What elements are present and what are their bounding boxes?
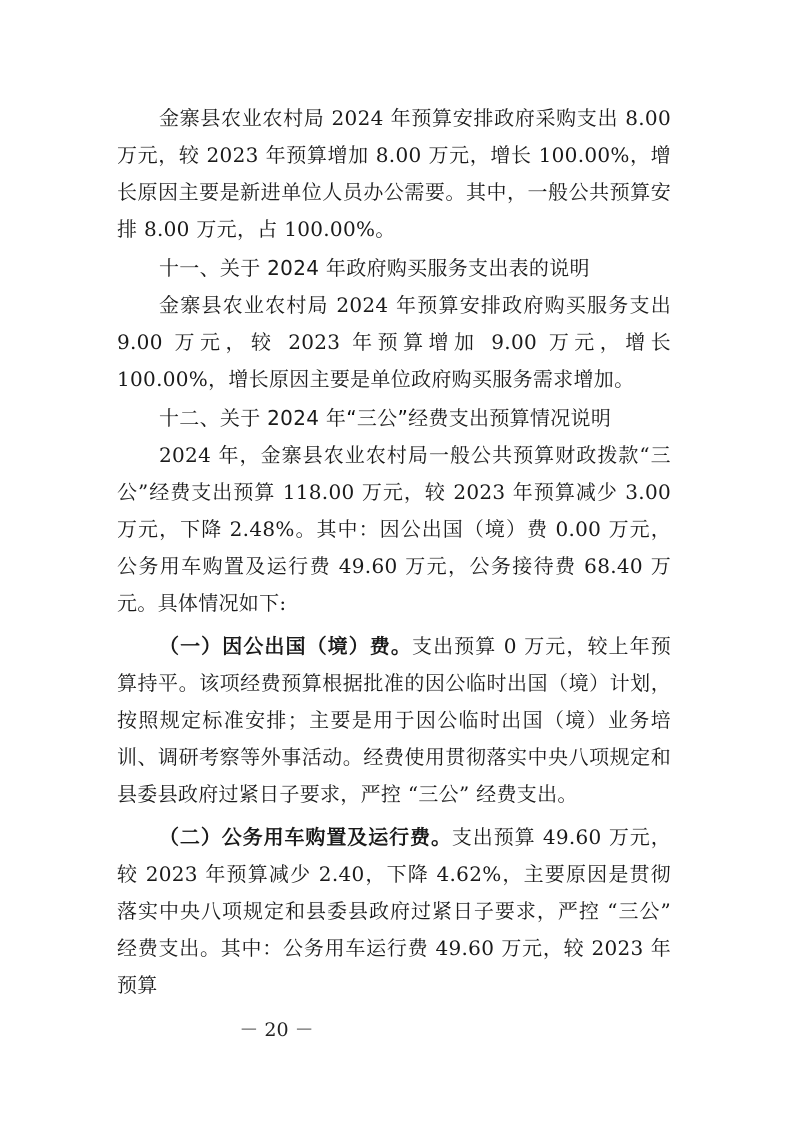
section-heading-12: 十二、关于 2024 年“三公”经费支出预算情况说明 [159, 406, 612, 430]
paragraph-overseas-travel [117, 628, 671, 813]
paragraph-overseas-travel-lead: （一）因公出国（境）费。 [159, 634, 412, 658]
page-number: － 20 － [239, 1019, 314, 1041]
paragraph-official-vehicles-body: 支出预算 49.60 万元，较 2023 年预算减少 2.40，下降 4.62%，主要原因是贯彻落实中央八项规定和县委县政府过紧日子要求，严控 “三公” 经费支出。其中：公务用车运行费 49.60 万元，较 2023 年预算 [117, 825, 672, 997]
section-heading-11: 十一、关于 2024 年政府购买服务支出表的说明 [159, 256, 590, 280]
document-body [117, 100, 671, 1004]
paragraph-procurement: 金寨县农业农村局 2024 年预算安排政府采购支出 8.00 万元，较 2023 年预算增加 8.00 万元，增长 100.00%，增长原因主要是新进单位人员办公需要。其中，一般公共预算安排 8.00 万元，占 100.00%。 [117, 106, 671, 241]
paragraph-official-vehicles-lead: （二）公务用车购置及运行费。 [159, 825, 452, 849]
paragraph-purchase-services: 金寨县农业农村局 2024 年预算安排政府购买服务支出 9.00 万元，较 2023 年预算增加 9.00 万元，增长 100.00%，增长原因主要是单位政府购买服务需求增加。 [117, 293, 671, 391]
paragraph-official-vehicles [117, 819, 671, 1004]
paragraph-three-public-summary: 2024 年，金寨县农业农村局一般公共预算财政拨款“三公”经费支出预算 118.00 万元，较 2023 年预算减少 3.00 万元，下降 2.48%。其中：因公出国（境）费 0.00 万元，公务用车购置及运行费 49.60 万元，公务接待费 68.40 万元。具体情况如下: [117, 443, 671, 615]
paragraph-overseas-travel-body: 支出预算 0 万元，较上年预算持平。该项经费预算根据批准的因公临时出国（境）计划，按照规定标准安排；主要是用于因公临时出国（境）业务培训、调研考察等外事活动。经费使用贯彻落实中央八项规定和县委县政府过紧日子要求，严控 “三公” 经费支出。 [117, 634, 671, 806]
